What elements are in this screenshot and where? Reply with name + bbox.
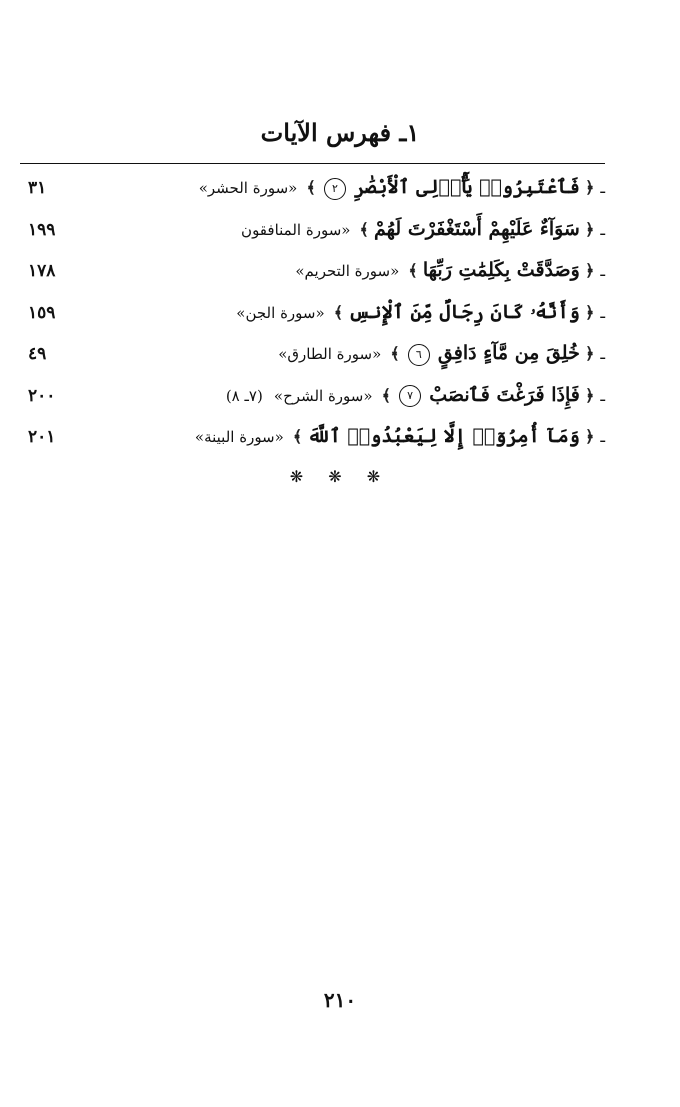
- entry-dash: ـ: [600, 344, 605, 363]
- surah-name: «سورة التحريم»: [295, 262, 400, 280]
- section-separator: ❋ ❋ ❋: [289, 467, 391, 486]
- close-bracket: ﴾: [359, 219, 369, 239]
- surah-name: «سورة الطارق»: [278, 345, 382, 363]
- index-entry: [20, 297, 605, 339]
- entry-text: [295, 259, 605, 281]
- entry-text: [226, 384, 605, 408]
- page-reference: ١٥٩: [28, 302, 56, 323]
- verse-text: فَٱعْتَبِرُوا۟ يَٰٓأُو۟لِى ٱلْأَبْصَٰرِ: [354, 176, 580, 198]
- index-title: ١ـ فهرس الآيات: [260, 118, 420, 147]
- page-number: ٢١٠: [323, 988, 357, 1012]
- title-rule: [20, 163, 605, 164]
- open-bracket: ﴿: [584, 219, 595, 239]
- entry-dash: ـ: [600, 385, 605, 405]
- verse-text: وَأَنَّهُۥ كَانَ رِجَالٌ مِّنَ ٱلْإِنسِ: [348, 300, 580, 323]
- page-reference: ٤٩: [28, 344, 47, 364]
- entry-dash: ـ: [600, 427, 605, 446]
- verse-text: وَصَدَّقَتْ بِكَلِمَٰتِ رَبِّهَا: [422, 259, 580, 281]
- surah-name: «سورة المنافقون: [241, 220, 351, 239]
- ayah-number-marker: ٢: [324, 178, 346, 200]
- close-bracket: ﴾: [390, 344, 400, 363]
- page-reference: ٢٠١: [28, 427, 56, 447]
- surah-name: «سورة البينة»: [194, 428, 284, 446]
- index-entry: [20, 338, 605, 380]
- entry-dash: ـ: [600, 178, 605, 197]
- page-reference: ٣١: [28, 178, 47, 198]
- entry-text: [195, 425, 605, 447]
- page-reference: ١٩٩: [28, 219, 56, 240]
- index-entry: [20, 255, 605, 297]
- ayah-number-marker: ٧: [399, 385, 421, 407]
- entry-dash: ـ: [600, 261, 605, 280]
- open-bracket: ﴿: [584, 427, 595, 446]
- page-reference: ٢٠٠: [28, 385, 56, 406]
- entry-text: [241, 218, 605, 240]
- verse-range: (٧ـ ٨): [225, 386, 263, 405]
- close-bracket: ﴾: [333, 302, 344, 322]
- index-entry: [20, 380, 605, 422]
- surah-name: «سورة الجن»: [236, 303, 325, 322]
- entry-text: [236, 301, 605, 323]
- surah-name: «سورة الحشر»: [198, 179, 298, 197]
- close-bracket: ﴾: [306, 178, 316, 197]
- close-bracket: ﴾: [408, 261, 418, 280]
- ayah-number-marker: ٦: [408, 344, 430, 366]
- verse-index-list: [20, 172, 605, 463]
- page-reference: ١٧٨: [28, 261, 56, 281]
- verse-text: فَإِذَا فَرَغْتَ فَٱنصَبْ: [429, 383, 580, 406]
- entry-dash: ـ: [600, 219, 605, 239]
- index-entry: [20, 421, 605, 463]
- open-bracket: ﴿: [584, 178, 595, 197]
- open-bracket: ﴿: [584, 302, 595, 322]
- surah-name: «سورة الشرح»: [273, 386, 373, 405]
- entry-text: [199, 176, 605, 200]
- open-bracket: ﴿: [584, 261, 595, 280]
- verse-text: وَمَآ أُمِرُوٓا۟ إِلَّا لِيَعْبُدُوا۟ ٱللَّهَ: [307, 425, 580, 447]
- index-entry: [20, 214, 605, 256]
- entry-text: [278, 342, 605, 366]
- close-bracket: ﴾: [381, 385, 392, 405]
- open-bracket: ﴿: [584, 344, 595, 363]
- close-bracket: ﴾: [292, 427, 303, 446]
- verse-text: خُلِقَ مِن مَّآءٍ دَافِقٍ: [437, 342, 580, 364]
- index-entry: [20, 172, 605, 214]
- verse-text: سَوَآءٌ عَلَيْهِمْ أَسْتَغْفَرْتَ لَهُمْ: [374, 217, 580, 240]
- entry-dash: ـ: [600, 302, 605, 322]
- open-bracket: ﴿: [584, 385, 595, 405]
